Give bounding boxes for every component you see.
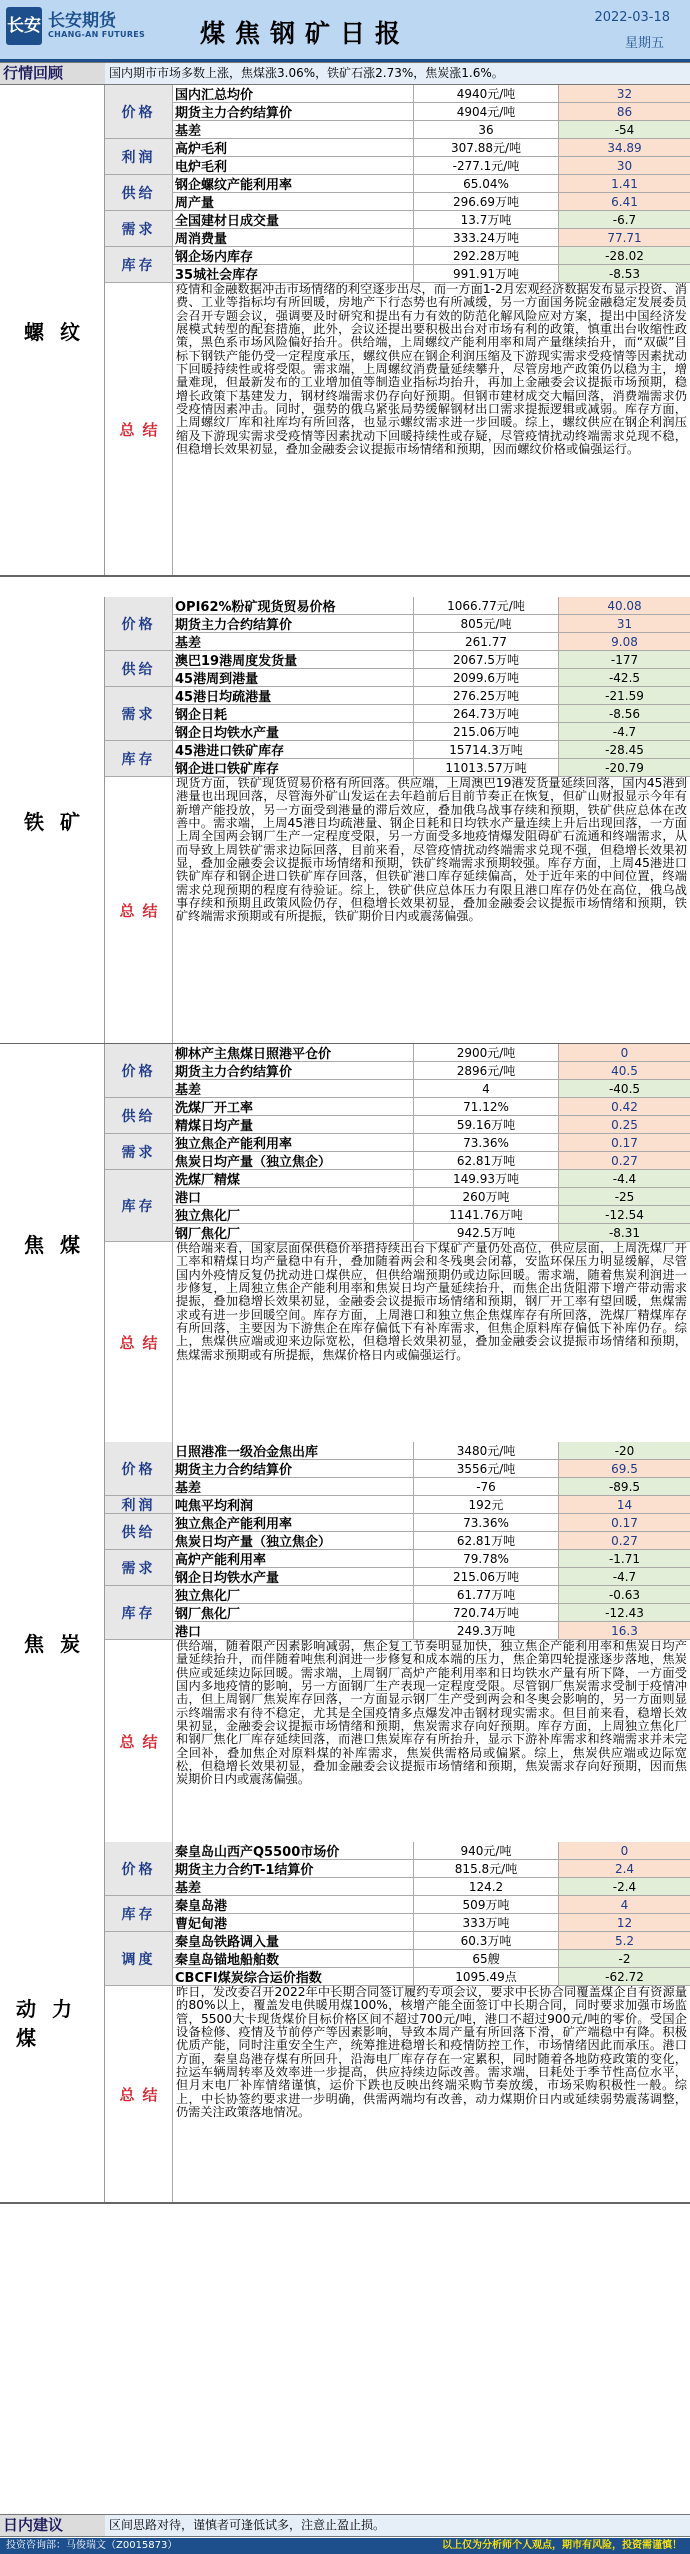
- indicator-name: 港口: [173, 1188, 413, 1205]
- indicator-row: [173, 1134, 690, 1152]
- category-cell: 库存: [105, 1586, 173, 1640]
- indicator-change: 0: [558, 1044, 690, 1061]
- indicator-value: 261.77: [413, 633, 558, 650]
- indicator-row: [173, 1044, 690, 1062]
- indicator-value: 2067.5万吨: [413, 651, 558, 668]
- indicator-change: -54: [558, 121, 690, 138]
- indicator-value: 61.77万吨: [413, 1586, 558, 1603]
- indicator-change: 0: [558, 1842, 690, 1859]
- section-1: [0, 597, 690, 1045]
- category-cell: 供给: [105, 175, 173, 211]
- indicator-change: 6.41: [558, 193, 690, 210]
- indicator-value: 1066.77元/吨: [413, 597, 558, 614]
- indicator-name: 45港周到港量: [173, 669, 413, 686]
- indicator-value: 65艘: [413, 1950, 558, 1967]
- indicator-value: 59.16万吨: [413, 1116, 558, 1133]
- category-cell: 调度: [105, 1932, 173, 1986]
- indicator-row: [173, 1514, 690, 1532]
- indicator-name: 独立焦化厂: [173, 1206, 413, 1223]
- category-cell: 需求: [105, 1134, 173, 1170]
- indicator-change: 0.17: [558, 1134, 690, 1151]
- indicator-name: 基差: [173, 633, 413, 650]
- indicator-row: [173, 85, 690, 103]
- indicator-row: [173, 1224, 690, 1242]
- indicator-value: 940元/吨: [413, 1842, 558, 1859]
- daily-advice-title: 日内建议: [0, 2515, 105, 2536]
- indicator-change: 34.89: [558, 139, 690, 156]
- indicator-value: 3480元/吨: [413, 1442, 558, 1459]
- indicator-change: -0.63: [558, 1586, 690, 1603]
- indicator-name: 期货主力合约结算价: [173, 103, 413, 120]
- category-cell: 供给: [105, 651, 173, 687]
- category-cell: 价格: [105, 1842, 173, 1896]
- market-review-bar: [0, 62, 690, 85]
- indicator-name: 基差: [173, 1478, 413, 1495]
- indicator-name: 电炉毛利: [173, 157, 413, 174]
- section-0: [0, 85, 690, 577]
- summary-text: 昨日，发改委召开2022年中长期合同签订履约专项会议，要求中长协合同覆盖煤企自有资源量的80%以上，覆盖发电供暖用煤100%，核增产能全面签订中长期合同，同时要求加强市场监管，5500大卡现货煤价目标价格区间不超过700元/吨，港口不超过900元/吨的零价。受国企设备检修、疫情及节前停产等因素影响，导致本周产量有所回落下滑，矿产端稳中有降。积极优质产能，同时注重安全生产，统筹推进稳增长和疫情防控工作，市场情绪因此而承压。港口方面，秦皇岛港存煤有所回升，沿海电厂库存存在一定累积，同时随着各地防疫政策的变化，拉运车辆周转率及效率进一步提高，供应持续边际改善。需求端，日耗处于季节性高位水平，但月末电厂补库情绪谨慎，运价下跌也反映出终端采购节奏放缓，市场采购积极性一般。综上，中长协签约要求进一步明确，供需两端均有改善，动力煤期价日内或延续弱势震荡调整，仍需关注政策落地情况。: [176, 1986, 687, 2120]
- indicator-row: [173, 1062, 690, 1080]
- indicator-row: [173, 1460, 690, 1478]
- indicator-row: [173, 139, 690, 157]
- indicator-change: 77.71: [558, 229, 690, 246]
- indicator-value: 4940元/吨: [413, 85, 558, 102]
- indicator-name: 高炉毛利: [173, 139, 413, 156]
- summary-text: 供给端来看，国家层面保供稳价举措持续出台下煤矿产量仍处高位，供应层面，上周洗煤厂开工率和精煤日均产量稳中有升，叠加随着两会和冬残奥会闭幕，安监环保压力明显缓解，尽管国内外疫情反复仍扰动进口煤供应，但供给端预期仍或边际回暖。需求端，随着焦炭利润进一步修复，上周独立焦企产能利用率和焦炭日均产量延续抬升，而焦企出货阻滞下增产带动需求提振，叠加稳增长效果初显，金融委会议提振市场情绪和预期，钢厂开工率有望回暖，焦煤需求或有进一步回暖空间。库存方面，上周港口和独立焦企焦煤库存有所回落，洗煤厂精煤库存有所回落，主要因为下游焦企在库存偏低下有补库需求，但焦企原料库存偏低下补库仍存。综上，焦煤供应端或迎来边际宽松，但稳增长效果初显，叠加金融委会议提振市场情绪和预期，焦煤需求预期或有所提振，焦煤价格日内或偏强运行。: [176, 1242, 687, 1362]
- indicator-value: 720.74万吨: [413, 1604, 558, 1621]
- indicator-name: 期货主力合约结算价: [173, 615, 413, 632]
- indicator-row: [173, 723, 690, 741]
- indicator-value: 815.8元/吨: [413, 1860, 558, 1877]
- indicator-row: [173, 1604, 690, 1622]
- indicator-change: 4: [558, 1896, 690, 1913]
- indicator-value: 73.36%: [413, 1514, 558, 1531]
- indicator-change: 86: [558, 103, 690, 120]
- category-cell: 价格: [105, 1442, 173, 1496]
- indicator-name: 基差: [173, 1080, 413, 1097]
- indicator-change: -6.7: [558, 211, 690, 228]
- indicator-value: 3556元/吨: [413, 1460, 558, 1477]
- indicator-row: [173, 1622, 690, 1640]
- indicator-row: [173, 687, 690, 705]
- indicator-row: [173, 1080, 690, 1098]
- indicator-row: [173, 1496, 690, 1514]
- indicator-value: 249.3万吨: [413, 1622, 558, 1639]
- indicator-row: [173, 175, 690, 193]
- indicator-value: 333万吨: [413, 1914, 558, 1931]
- indicator-value: 2896元/吨: [413, 1062, 558, 1079]
- indicator-change: -20.79: [558, 759, 690, 776]
- indicator-value: -76: [413, 1478, 558, 1495]
- indicator-name: 全国建材日成交量: [173, 211, 413, 228]
- indicator-row: [173, 1188, 690, 1206]
- indicator-value: 11013.57万吨: [413, 759, 558, 776]
- indicator-value: 4: [413, 1080, 558, 1097]
- indicator-row: [173, 1842, 690, 1860]
- indicator-change: -2: [558, 1950, 690, 1967]
- indicator-name: 独立焦企产能利用率: [173, 1514, 413, 1531]
- market-review-title: 行情回顾: [0, 63, 105, 84]
- indicator-row: [173, 759, 690, 777]
- summary-label: 总结: [105, 1640, 173, 1842]
- indicator-row: [173, 633, 690, 651]
- report-date: 2022-03-18: [594, 10, 670, 25]
- indicator-row: [173, 1568, 690, 1586]
- indicator-name: 独立焦企产能利用率: [173, 1134, 413, 1151]
- indicator-name: 钢企日均铁水产量: [173, 723, 413, 740]
- category-cell: 库存: [105, 247, 173, 283]
- indicator-name: 期货主力合约结算价: [173, 1062, 413, 1079]
- indicator-value: 36: [413, 121, 558, 138]
- product-name: 焦煤: [0, 1044, 105, 1442]
- indicator-name: 基差: [173, 121, 413, 138]
- indicator-name: 日照港准一级冶金焦出库: [173, 1442, 413, 1459]
- indicator-change: -8.53: [558, 265, 690, 282]
- indicator-value: 124.2: [413, 1878, 558, 1895]
- indicator-value: 2099.6万吨: [413, 669, 558, 686]
- indicator-name: CBCFI煤炭综合运价指数: [173, 1968, 413, 1985]
- category-cell: 库存: [105, 741, 173, 777]
- summary-text: 疫情和金融数据冲击市场情绪的利空逐步出尽，而一方面1-2月宏观经济数据发布显示投资、消费、工业等指标均有所回暖，房地产下行态势也有所减缓，另一方面国务院金融稳定发展委员会召开专题会议，强调要及时研究和提出有力有效的防范化解风险应对方案，提出中国经济发展模式转型的配套措施，此外，会议还提出要积极出台对市场有利的政策，慎重出台收缩性政策，黑色系市场风险偏好抬升。供给端，上周螺纹产能利用率和周产量继续抬升，而“双碳”目标下钢铁产能仍受一定程度承压，螺纹供应在钢企利润压缩及下游现实需求受疫情等因素扰动下回暖持续性或将受限。需求端，上周螺纹消费量延续攀升，尽管房地产政策仍以稳为主，增量难现，但最新发布的工业增加值等制造业指标均抬升，再加上金融委会议提振市场预期，稳增长政策下基建发力，钢材终端需求仍存向好预期。但钢市建材成交大幅回落，消费端需求仍受疫情因素冲击。同时，强势的俄乌紧张局势缓解钢材出口需求提振逻辑或减弱。库存方面，上周螺纹厂库和社库均有所回落，也显示螺纹需求进一步回暖。综上，螺纹供应在钢企利润压缩及下游现实需求受疫情等因素扰动下回暖持续性或存疑，尽管疫情扰动终端需求兑现不稳，但稳增长效果初显，叠加金融委会议提振市场情绪和预期，因而螺纹价格或偏强运行。: [176, 283, 687, 457]
- indicator-name: 精煤日均产量: [173, 1116, 413, 1133]
- indicator-change: 0.42: [558, 1098, 690, 1115]
- indicator-row: [173, 1478, 690, 1496]
- indicator-value: 942.5万吨: [413, 1224, 558, 1241]
- category-cell: 供给: [105, 1098, 173, 1134]
- indicator-name: 吨焦平均利润: [173, 1496, 413, 1513]
- indicator-name: 基差: [173, 1878, 413, 1895]
- indicator-change: -28.02: [558, 247, 690, 264]
- summary-label: 总结: [105, 1242, 173, 1442]
- indicator-change: 0.25: [558, 1116, 690, 1133]
- indicator-change: -42.5: [558, 669, 690, 686]
- indicator-name: 曹妃甸港: [173, 1914, 413, 1931]
- indicator-change: -177: [558, 651, 690, 668]
- indicator-change: -89.5: [558, 1478, 690, 1495]
- indicator-change: 1.41: [558, 175, 690, 192]
- indicator-change: -12.43: [558, 1604, 690, 1621]
- report-title: 煤焦钢矿日报: [200, 19, 411, 48]
- product-name: 焦炭: [0, 1442, 105, 1842]
- indicator-row: [173, 1586, 690, 1604]
- indicator-row: [173, 1914, 690, 1932]
- indicator-value: 149.93万吨: [413, 1170, 558, 1187]
- product-name: 铁矿: [0, 597, 105, 1043]
- indicator-row: [173, 229, 690, 247]
- indicator-change: 2.4: [558, 1860, 690, 1877]
- indicator-value: 292.28万吨: [413, 247, 558, 264]
- indicator-row: [173, 741, 690, 759]
- indicator-change: 69.5: [558, 1460, 690, 1477]
- indicator-value: 333.24万吨: [413, 229, 558, 246]
- category-cell: 需求: [105, 1550, 173, 1586]
- indicator-name: 钢企螺纹产能利用率: [173, 175, 413, 192]
- indicator-change: 0.27: [558, 1152, 690, 1169]
- category-cell: 需求: [105, 687, 173, 741]
- report-footer: [0, 2538, 690, 2554]
- indicator-row: [173, 1950, 690, 1968]
- indicator-row: [173, 1550, 690, 1568]
- indicator-name: 钢厂焦化厂: [173, 1224, 413, 1241]
- footer-analyst: 投资咨询部：马俊瑞文（Z0015873）: [6, 2540, 178, 2551]
- market-review-text: 国内期市市场多数上涨，焦煤涨3.06%，铁矿石涨2.73%，焦炭涨1.6%。: [105, 63, 690, 84]
- indicator-change: -4.7: [558, 1568, 690, 1585]
- section-2: [0, 1044, 690, 1444]
- indicator-value: 192元: [413, 1496, 558, 1513]
- indicator-change: -8.56: [558, 705, 690, 722]
- category-cell: 利润: [105, 139, 173, 175]
- indicator-value: 276.25万吨: [413, 687, 558, 704]
- indicator-value: 15714.3万吨: [413, 741, 558, 758]
- indicator-row: [173, 1116, 690, 1134]
- section-4: [0, 1842, 690, 2204]
- category-cell: 价格: [105, 85, 173, 139]
- company-name: 长安期货: [48, 11, 116, 31]
- indicator-change: 5.2: [558, 1932, 690, 1949]
- footer-disclaimer: 以上仅为分析师个人观点，期市有风险，投资需谨慎！: [442, 2540, 682, 2551]
- indicator-row: [173, 615, 690, 633]
- indicator-value: 13.7万吨: [413, 211, 558, 228]
- indicator-name: 国内汇总均价: [173, 85, 413, 102]
- indicator-change: -1.71: [558, 1550, 690, 1567]
- indicator-value: 805元/吨: [413, 615, 558, 632]
- indicator-value: 4904元/吨: [413, 103, 558, 120]
- indicator-row: [173, 1532, 690, 1550]
- indicator-value: 2900元/吨: [413, 1044, 558, 1061]
- indicator-value: 1141.76万吨: [413, 1206, 558, 1223]
- indicator-value: -277.1元/吨: [413, 157, 558, 174]
- indicator-name: 秦皇岛港: [173, 1896, 413, 1913]
- indicator-row: [173, 1932, 690, 1950]
- indicator-row: [173, 121, 690, 139]
- indicator-change: -4.7: [558, 723, 690, 740]
- report-header: [0, 0, 690, 62]
- indicator-name: OPI62%粉矿现货贸易价格: [173, 597, 413, 614]
- indicator-name: 周消费量: [173, 229, 413, 246]
- indicator-row: [173, 211, 690, 229]
- indicator-name: 港口: [173, 1622, 413, 1639]
- indicator-value: 260万吨: [413, 1188, 558, 1205]
- indicator-change: -40.5: [558, 1080, 690, 1097]
- indicator-row: [173, 705, 690, 723]
- indicator-value: 73.36%: [413, 1134, 558, 1151]
- indicator-value: 79.78%: [413, 1550, 558, 1567]
- indicator-name: 秦皇岛锚地船舶数: [173, 1950, 413, 1967]
- category-cell: 价格: [105, 597, 173, 651]
- daily-advice-text: 区间思路对待，谨慎者可逢低试多，注意止盈止损。: [105, 2515, 690, 2536]
- indicator-value: 62.81万吨: [413, 1152, 558, 1169]
- category-cell: 需求: [105, 211, 173, 247]
- product-name: 动力煤: [0, 1842, 105, 2202]
- indicator-row: [173, 1170, 690, 1188]
- indicator-change: 0.27: [558, 1532, 690, 1549]
- category-cell: 利润: [105, 1496, 173, 1514]
- indicator-change: -4.4: [558, 1170, 690, 1187]
- indicator-value: 307.88元/吨: [413, 139, 558, 156]
- indicator-change: -62.72: [558, 1968, 690, 1985]
- indicator-value: 1095.49点: [413, 1968, 558, 1985]
- summary-label: 总结: [105, 777, 173, 1043]
- indicator-change: -8.31: [558, 1224, 690, 1241]
- indicator-row: [173, 1442, 690, 1460]
- indicator-name: 高炉产能利用率: [173, 1550, 413, 1567]
- indicator-row: [173, 1896, 690, 1914]
- indicator-value: 264.73万吨: [413, 705, 558, 722]
- indicator-change: 40.5: [558, 1062, 690, 1079]
- indicator-value: 65.04%: [413, 175, 558, 192]
- section-3: [0, 1442, 690, 1844]
- indicator-name: 期货主力合约T-1结算价: [173, 1860, 413, 1877]
- indicator-row: [173, 669, 690, 687]
- indicator-value: 509万吨: [413, 1896, 558, 1913]
- indicator-name: 澳巴19港周度发货量: [173, 651, 413, 668]
- indicator-name: 35城社会库存: [173, 265, 413, 282]
- indicator-change: 30: [558, 157, 690, 174]
- indicator-name: 钢企进口铁矿库存: [173, 759, 413, 776]
- indicator-row: [173, 1152, 690, 1170]
- category-cell: 价格: [105, 1044, 173, 1098]
- indicator-change: 9.08: [558, 633, 690, 650]
- indicator-change: -28.45: [558, 741, 690, 758]
- indicator-change: 12: [558, 1914, 690, 1931]
- indicator-row: [173, 247, 690, 265]
- indicator-row: [173, 193, 690, 211]
- indicator-change: 32: [558, 85, 690, 102]
- indicator-value: 60.3万吨: [413, 1932, 558, 1949]
- indicator-value: 215.06万吨: [413, 723, 558, 740]
- indicator-change: 40.08: [558, 597, 690, 614]
- indicator-name: 焦炭日均产量（独立焦企）: [173, 1532, 413, 1549]
- indicator-change: 14: [558, 1496, 690, 1513]
- indicator-row: [173, 1098, 690, 1116]
- summary-label: 总结: [105, 283, 173, 575]
- indicator-change: 31: [558, 615, 690, 632]
- company-english-name: CHANG-AN FUTURES: [48, 30, 146, 39]
- indicator-value: 215.06万吨: [413, 1568, 558, 1585]
- summary-text: 供给端，随着限产因素影响减弱，焦企复工节奏明显加快，独立焦企产能利用率和焦炭日均产量延续抬升，而伴随着吨焦利润进一步修复和成本端的压力，焦企第四轮提涨逐步落地，焦炭供应或延续边际回暖。需求端，上周钢厂高炉产能利用率和日均铁水产量有所下降，一方面受国内多地疫情的影响，另一方面钢厂生产表现一定程度受限。尽管钢厂焦炭需求受制于疫情冲击，但上周钢厂焦炭库存回落，一方面显示钢厂生产受到两会和冬奥会影响的，另一方面则显示终端需求有待不稳定，尤其是全国疫情多点爆发冲击钢材现实需求。但目前来看，稳增长效果初显，金融委会议提振市场情绪和预期，焦炭需求存向好预期。库存方面，上周独立焦化厂和钢厂焦化厂库存延续回落，而港口焦炭库存有所抬升，显示下游补库需求和终端需求并未完全回补，叠加焦企对原料煤的补库需求，焦炭供需格局或偏紧。综上，焦炭供应端或边际宽松，但稳增长效果初显，叠加金融委会议提振市场情绪和预期，焦炭需求存向好预期，因而焦炭期价日内或震荡偏强。: [176, 1640, 687, 1787]
- company-logo: 长安: [6, 7, 42, 45]
- category-cell: 库存: [105, 1170, 173, 1242]
- indicator-name: 秦皇岛铁路调入量: [173, 1932, 413, 1949]
- indicator-name: 期货主力合约结算价: [173, 1460, 413, 1477]
- indicator-change: -21.59: [558, 687, 690, 704]
- indicator-value: 991.91万吨: [413, 265, 558, 282]
- indicator-name: 钢企日耗: [173, 705, 413, 722]
- indicator-row: [173, 651, 690, 669]
- indicator-row: [173, 597, 690, 615]
- indicator-row: [173, 1206, 690, 1224]
- indicator-row: [173, 1968, 690, 1986]
- indicator-change: 0.17: [558, 1514, 690, 1531]
- indicator-row: [173, 1878, 690, 1896]
- indicator-row: [173, 265, 690, 283]
- indicator-name: 钢企场内库存: [173, 247, 413, 264]
- summary-label: 总结: [105, 1986, 173, 2202]
- indicator-change: -12.54: [558, 1206, 690, 1223]
- product-name: 螺纹: [0, 85, 105, 575]
- indicator-name: 45港进口铁矿库存: [173, 741, 413, 758]
- indicator-name: 独立焦化厂: [173, 1586, 413, 1603]
- indicator-value: 71.12%: [413, 1098, 558, 1115]
- indicator-name: 周产量: [173, 193, 413, 210]
- report-weekday: 星期五: [624, 36, 664, 51]
- indicator-change: 16.3: [558, 1622, 690, 1639]
- category-cell: 供给: [105, 1514, 173, 1550]
- indicator-row: [173, 1860, 690, 1878]
- indicator-name: 钢厂焦化厂: [173, 1604, 413, 1621]
- indicator-name: 秦皇岛山西产Q5500市场价: [173, 1842, 413, 1859]
- indicator-name: 洗煤厂开工率: [173, 1098, 413, 1115]
- indicator-name: 焦炭日均产量（独立焦企）: [173, 1152, 413, 1169]
- indicator-row: [173, 103, 690, 121]
- summary-text: 现货方面，铁矿现货贸易价格有所回落。供应端，上周澳巴19港发货量延续回落，国内45港到港量也出现回落，尽管海外矿山发运在去年趋前后目前节奏正在恢复，但矿山财报显示今年有新增产能投放，另一方面受到港量的滞后效应，叠加俄乌战事存续和预期，铁矿供应总体在改善中。需求端，上周45港日均疏港量、钢企日耗和日均铁水产量连续上升后出现回落，一方面上周全国两会钢厂生产一定程度受限，另一方面受多地疫情爆发阻碍矿石流通和终端需求，从而导致上周铁矿需求边际回落，目前来看，尽管疫情扰动终端需求兑现不强，但稳增长效果初显，叠加金融委会议提振市场情绪和预期，铁矿终端需求预期较强。库存方面，上周45港进口铁矿库存和钢企进口铁矿库存回落，但铁矿港口库存延续偏高，处于近年来的中间位置，终端需求兑现预期的程度有待验证。综上，铁矿供应总体压力有限且港口库存仍处在高位，俄乌战事存续和预期且政策风险仍存，但稳增长效果初显，叠加金融委会议提振市场情绪和预期，铁矿终端需求预期或有所提振，铁矿期价日内或震荡偏强。: [176, 777, 687, 924]
- indicator-row: [173, 157, 690, 175]
- daily-advice-bar: [0, 2514, 690, 2537]
- indicator-change: -2.4: [558, 1878, 690, 1895]
- indicator-value: 62.81万吨: [413, 1532, 558, 1549]
- indicator-name: 45港日均疏港量: [173, 687, 413, 704]
- indicator-name: 钢企日均铁水产量: [173, 1568, 413, 1585]
- indicator-name: 洗煤厂精煤: [173, 1170, 413, 1187]
- indicator-change: -20: [558, 1442, 690, 1459]
- category-cell: 库存: [105, 1896, 173, 1932]
- indicator-value: 296.69万吨: [413, 193, 558, 210]
- indicator-name: 柳林产主焦煤日照港平仓价: [173, 1044, 413, 1061]
- indicator-change: -25: [558, 1188, 690, 1205]
